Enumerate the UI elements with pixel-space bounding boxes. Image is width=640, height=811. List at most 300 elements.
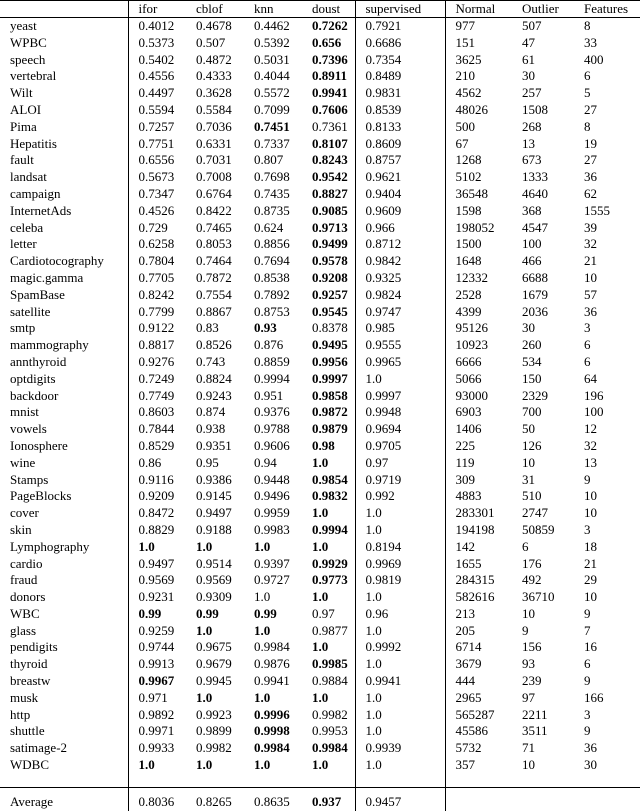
cell-doust: 0.9085 [312,202,348,218]
cell-ifor: 0.8603 [128,404,186,421]
cell-doust: 0.9982 [312,706,348,722]
cell-outlier: 466 [522,253,542,269]
cell-ifor: 0.7751 [128,136,186,153]
header-supervised: supervised [355,0,445,18]
cell-features: 64 [584,370,597,386]
cell-supervised: 0.9997 [355,388,445,405]
cell-ifor: 0.86 [128,455,186,472]
cell-doust: 1.0 [312,538,329,554]
cell-normal: 5732 [445,740,512,757]
cell-doust: 0.9884 [312,673,348,689]
header-normal: Normal [445,0,512,18]
cell-ifor: 0.9971 [128,723,186,740]
cell-knn: 0.7099 [254,101,290,117]
cell-ifor: 0.7844 [128,421,186,438]
cell-knn: 0.9376 [254,404,290,420]
cell-knn: 1.0 [254,589,271,605]
cell-cblof: 0.99 [196,605,219,621]
cell-ifor: 0.7249 [128,371,186,388]
cell-outlier: 126 [522,437,542,453]
cell-knn: 1.0 [254,757,271,773]
cell-features: 3 [584,706,591,722]
cell-doust: 1.0 [312,689,329,705]
cell-dataset: annthyroid [10,353,67,369]
cell-cblof: 0.9188 [196,521,232,537]
cell-ifor: 0.7257 [128,119,186,136]
cell-dataset: musk [10,689,39,705]
average-cblof: 0.8265 [196,793,232,809]
cell-supervised: 1.0 [355,723,445,740]
spacer-cell [0,774,128,792]
cell-normal: 1268 [445,152,512,169]
table-row [0,707,640,724]
cell-supervised: 0.8539 [355,102,445,119]
cell-outlier: 260 [522,337,542,353]
cell-dataset: glass [10,622,36,638]
table-row [0,505,640,522]
cell-outlier: 10 [522,605,535,621]
cell-features: 39 [584,219,597,235]
cell-dataset: vertebral [10,68,57,84]
cell-doust: 0.9879 [312,421,348,437]
header-features: Features [584,1,629,16]
cell-dataset: backdoor [10,387,59,403]
cell-cblof: 0.8422 [196,202,232,218]
table-row [0,723,640,740]
cell-supervised: 0.97 [355,455,445,472]
table-bottom-rule [0,787,640,788]
cell-doust: 0.656 [312,34,342,50]
cell-normal: 205 [445,623,512,640]
cell-features: 10 [584,269,597,285]
cell-knn: 0.7694 [254,253,290,269]
cell-outlier: 176 [522,555,542,571]
cell-features: 100 [584,404,604,420]
table-row [0,102,640,119]
cell-dataset: InternetAds [10,202,72,218]
table-row [0,18,640,35]
cell-ifor: 0.8472 [128,505,186,522]
cell-cblof: 0.7872 [196,269,232,285]
cell-doust: 1.0 [312,757,329,773]
cell-dataset: skin [10,521,32,537]
cell-dataset: optdigits [10,370,56,386]
cell-outlier: 36710 [522,589,555,605]
spacer-cell [186,774,244,792]
cell-features: 8 [584,118,591,134]
table-row [0,740,640,757]
cell-dataset: SpamBase [10,286,65,302]
cell-features: 8 [584,18,591,33]
cell-doust: 0.9542 [312,169,348,185]
cell-supervised: 0.9404 [355,186,445,203]
cell-normal: 4399 [445,304,512,321]
table-row [0,539,640,556]
cell-features: 7 [584,622,591,638]
cell-features: 1555 [584,202,610,218]
cell-normal: 1406 [445,421,512,438]
cell-cblof: 0.507 [196,34,226,50]
cell-normal: 12332 [445,270,512,287]
cell-dataset: smtp [10,320,36,336]
cell-ifor: 0.9497 [128,556,186,573]
cell-supervised: 0.9719 [355,472,445,489]
cell-normal: 284315 [445,572,512,589]
cell-normal: 6903 [445,404,512,421]
cell-outlier: 10 [522,757,535,773]
cell-supervised: 1.0 [355,522,445,539]
cell-cblof: 0.5584 [196,101,232,117]
spacer-cell [574,774,640,792]
cell-knn: 0.9998 [254,723,290,739]
cell-doust: 0.8243 [312,152,348,168]
cell-cblof: 0.7465 [196,219,232,235]
cell-knn: 0.951 [254,387,284,403]
cell-knn: 0.9983 [254,521,290,537]
cell-doust: 1.0 [312,454,329,470]
cell-outlier: 534 [522,353,542,369]
cell-knn: 1.0 [254,538,271,554]
cell-cblof: 0.4678 [196,18,232,33]
table-row [0,85,640,102]
cell-features: 400 [584,51,604,67]
cell-supervised: 1.0 [355,623,445,640]
cell-outlier: 97 [522,689,535,705]
table-row [0,690,640,707]
cell-cblof: 0.9386 [196,471,232,487]
cell-dataset: shuttle [10,723,45,739]
cell-knn: 1.0 [254,622,271,638]
cell-dataset: WDBC [10,757,49,773]
cell-doust: 0.9872 [312,404,348,420]
cell-doust: 0.7606 [312,101,348,117]
cell-features: 36 [584,740,597,756]
cell-normal: 1648 [445,253,512,270]
average-knn: 0.8635 [254,793,290,809]
cell-knn: 0.4044 [254,68,290,84]
header-ifor: ifor [128,0,186,18]
cell-outlier: 13 [522,135,535,151]
cell-knn: 0.9397 [254,555,290,571]
cell-outlier: 10 [522,454,535,470]
cell-doust: 0.8911 [312,68,348,84]
cell-normal: 93000 [445,388,512,405]
cell-dataset: breastw [10,673,51,689]
cell-features: 32 [584,236,597,252]
cell-ifor: 0.9967 [128,673,186,690]
cell-knn: 0.8859 [254,353,290,369]
cell-dataset: ALOI [10,101,42,117]
cell-knn: 0.8856 [254,236,290,252]
cell-knn: 0.7337 [254,135,290,151]
cell-supervised: 0.8489 [355,68,445,85]
cell-features: 10 [584,505,597,521]
cell-normal: 2528 [445,287,512,304]
header-doust: doust [312,1,341,16]
cell-supervised: 0.9819 [355,572,445,589]
cell-supervised: 0.9831 [355,85,445,102]
cell-doust: 0.9994 [312,521,348,537]
cell-knn: 0.9959 [254,505,290,521]
cell-features: 5 [584,85,591,101]
cell-doust: 0.7262 [312,18,348,33]
cell-normal: 1655 [445,556,512,573]
cell-ifor: 0.729 [128,220,186,237]
cell-ifor: 0.7799 [128,304,186,321]
cell-outlier: 30 [522,68,535,84]
cell-normal: 36548 [445,186,512,203]
cell-cblof: 0.8053 [196,236,232,252]
cell-outlier: 2211 [522,706,548,722]
cell-cblof: 0.874 [196,404,226,420]
cell-ifor: 0.8829 [128,522,186,539]
cell-outlier: 100 [522,236,542,252]
cell-features: 166 [584,689,604,705]
cell-supervised: 0.6686 [355,35,445,52]
cell-doust: 0.9854 [312,471,348,487]
spacer-cell [445,774,512,792]
cell-normal: 1500 [445,236,512,253]
cell-dataset: WPBC [10,34,47,50]
average-empty-cell [445,792,512,811]
cell-knn: 0.9941 [254,673,290,689]
cell-doust: 0.98 [312,437,335,453]
cell-supervised: 1.0 [355,707,445,724]
table-row [0,556,640,573]
cell-doust: 1.0 [312,589,329,605]
table-row [0,354,640,371]
cell-dataset: magic.gamma [10,269,84,285]
cell-outlier: 71 [522,740,535,756]
cell-ifor: 0.9933 [128,740,186,757]
cell-knn: 0.9996 [254,706,290,722]
cell-normal: 119 [445,455,512,472]
cell-outlier: 93 [522,656,535,672]
cell-supervised: 1.0 [355,690,445,707]
cell-supervised: 0.8712 [355,236,445,253]
cell-normal: 225 [445,438,512,455]
cell-supervised: 0.9941 [355,673,445,690]
cell-supervised: 0.9965 [355,354,445,371]
cell-cblof: 0.6764 [196,185,232,201]
table-row [0,572,640,589]
cell-cblof: 1.0 [196,689,213,705]
cell-cblof: 0.7036 [196,118,232,134]
cell-outlier: 6688 [522,269,548,285]
cell-supervised: 0.992 [355,488,445,505]
cell-ifor: 0.7705 [128,270,186,287]
cell-doust: 1.0 [312,639,329,655]
header-dataset [0,0,128,18]
cell-ifor: 0.7804 [128,253,186,270]
cell-features: 9 [584,723,591,739]
cell-doust: 0.9953 [312,723,348,739]
cell-features: 32 [584,437,597,453]
cell-supervised: 0.9325 [355,270,445,287]
cell-features: 19 [584,135,597,151]
cell-doust: 0.9832 [312,488,348,504]
cell-doust: 0.7396 [312,51,348,67]
cell-doust: 0.97 [312,605,335,621]
cell-ifor: 0.9231 [128,589,186,606]
cell-supervised: 1.0 [355,656,445,673]
cell-normal: 3679 [445,656,512,673]
table-row [0,589,640,606]
cell-outlier: 268 [522,118,542,134]
table-body [0,18,640,811]
cell-outlier: 510 [522,488,542,504]
cell-ifor: 0.9744 [128,639,186,656]
table-row [0,388,640,405]
cell-normal: 2965 [445,690,512,707]
cell-knn: 0.7892 [254,286,290,302]
cell-dataset: Pima [10,118,37,134]
cell-supervised: 0.966 [355,220,445,237]
cell-cblof: 0.7464 [196,253,232,269]
table-row [0,455,640,472]
spacer-cell [244,774,302,792]
cell-outlier: 1679 [522,286,548,302]
cell-knn: 0.9984 [254,740,290,756]
table-row [0,35,640,52]
header-outlier: Outlier [522,1,559,16]
cell-doust: 0.9956 [312,353,348,369]
cell-outlier: 492 [522,572,542,588]
cell-cblof: 0.7008 [196,169,232,185]
cell-normal: 67 [445,136,512,153]
cell-ifor: 0.8529 [128,438,186,455]
cell-supervised: 0.9992 [355,639,445,656]
cell-cblof: 0.9675 [196,639,232,655]
cell-features: 6 [584,353,591,369]
cell-cblof: 0.8824 [196,370,232,386]
table-row [0,337,640,354]
table-row [0,438,640,455]
cell-normal: 151 [445,35,512,52]
cell-normal: 198052 [445,220,512,237]
cell-outlier: 47 [522,34,535,50]
average-dataset: Average [10,793,54,809]
cell-supervised: 0.985 [355,320,445,337]
cell-ifor: 0.9569 [128,572,186,589]
cell-dataset: speech [10,51,46,67]
cell-cblof: 0.9945 [196,673,232,689]
cell-normal: 582616 [445,589,512,606]
cell-supervised: 0.9747 [355,304,445,321]
cell-knn: 0.8735 [254,202,290,218]
cell-ifor: 0.4556 [128,68,186,85]
cell-outlier: 3511 [522,723,548,739]
cell-cblof: 0.9569 [196,572,232,588]
cell-knn: 0.9994 [254,370,290,386]
cell-outlier: 673 [522,152,542,168]
cell-normal: 142 [445,539,512,556]
cell-supervised: 0.9824 [355,287,445,304]
cell-knn: 0.9448 [254,471,290,487]
cell-features: 3 [584,521,591,537]
cell-cblof: 0.7554 [196,286,232,302]
table-row [0,253,640,270]
cell-doust: 0.9997 [312,370,348,386]
cell-features: 12 [584,421,597,437]
cell-dataset: landsat [10,169,47,185]
cell-cblof: 0.938 [196,421,226,437]
spacer-row [0,774,640,792]
cell-normal: 5066 [445,371,512,388]
cell-normal: 45586 [445,723,512,740]
cell-knn: 0.4462 [254,18,290,33]
cell-dataset: vowels [10,421,47,437]
cell-outlier: 4640 [522,185,548,201]
cell-normal: 4562 [445,85,512,102]
cell-features: 27 [584,152,597,168]
table-row [0,623,640,640]
cell-features: 6 [584,68,591,84]
cell-ifor: 0.971 [128,690,186,707]
cell-normal: 210 [445,68,512,85]
cell-features: 3 [584,320,591,336]
cell-cblof: 0.9309 [196,589,232,605]
cell-dataset: mnist [10,404,39,420]
cell-doust: 0.9929 [312,555,348,571]
cell-outlier: 150 [522,370,542,386]
cell-cblof: 0.4333 [196,68,232,84]
table-header [0,0,640,18]
cell-cblof: 0.9899 [196,723,232,739]
cell-normal: 977 [445,18,512,35]
cell-normal: 444 [445,673,512,690]
cell-doust: 0.9941 [312,85,348,101]
cell-supervised: 0.8133 [355,119,445,136]
cell-normal: 194198 [445,522,512,539]
cell-knn: 0.9984 [254,639,290,655]
cell-outlier: 30 [522,320,535,336]
table-row [0,757,640,774]
table-row [0,656,640,673]
cell-doust: 0.9208 [312,269,348,285]
cell-dataset: Stamps [10,471,49,487]
cell-ifor: 0.5373 [128,35,186,52]
cell-ifor: 0.6258 [128,236,186,253]
cell-outlier: 700 [522,404,542,420]
cell-supervised: 0.9694 [355,421,445,438]
table-row [0,186,640,203]
cell-cblof: 0.9923 [196,706,232,722]
table-row [0,639,640,656]
cell-ifor: 0.9259 [128,623,186,640]
cell-cblof: 0.8526 [196,337,232,353]
cell-doust: 0.9578 [312,253,348,269]
cell-supervised: 0.9705 [355,438,445,455]
cell-supervised: 0.7921 [355,18,445,35]
cell-doust: 0.8378 [312,320,348,336]
table-row [0,136,640,153]
cell-ifor: 0.9116 [128,472,186,489]
cell-cblof: 0.9351 [196,437,232,453]
cell-knn: 1.0 [254,689,271,705]
cell-features: 21 [584,253,597,269]
cell-features: 62 [584,185,597,201]
table-row [0,270,640,287]
cell-features: 9 [584,673,591,689]
average-supervised: 0.9457 [355,792,445,811]
cell-knn: 0.99 [254,605,277,621]
cell-ifor: 0.4526 [128,203,186,220]
cell-supervised: 1.0 [355,589,445,606]
cell-outlier: 2036 [522,303,548,319]
average-ifor: 0.8036 [128,792,186,811]
average-empty-cell [574,792,640,811]
